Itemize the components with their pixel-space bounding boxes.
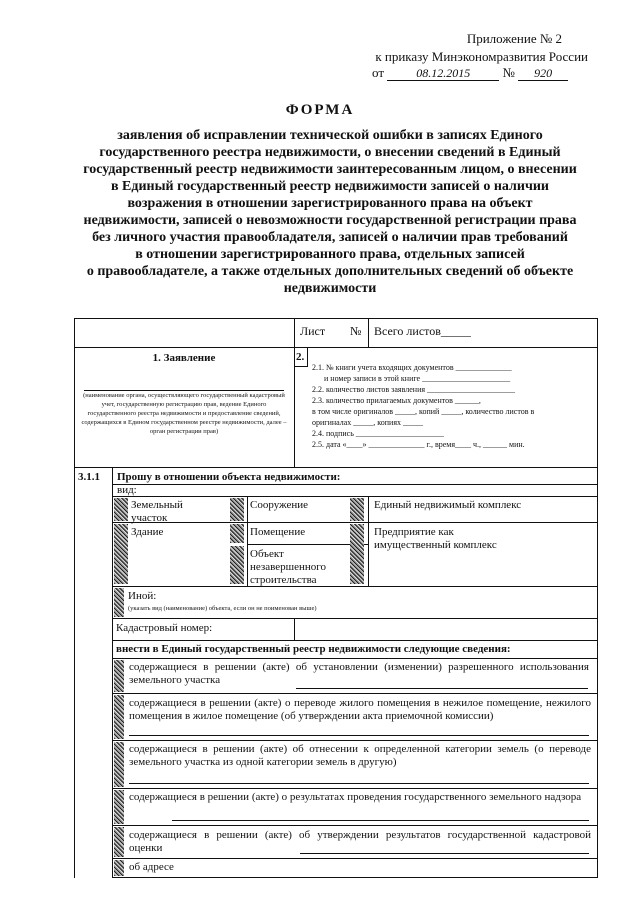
appendix-label: Приложение № 2 [466,31,562,46]
subtitle-line: государственный реестр недвижимости заинтересованным лицом, о внесении [83,162,577,177]
option-building[interactable]: Здание [131,526,164,538]
subtitle-line: недвижимости [283,281,377,296]
checkbox-single-complex[interactable] [350,498,364,521]
item-land-supervision: содержащиеся в решении (акте) о результатах проведения государственного земельного надзора [129,791,582,803]
reg-line: 2.2. количество листов заявления ______________________ [312,385,516,394]
checkbox-unfinished[interactable] [230,546,244,584]
section2-number: 2. [296,351,305,363]
sheet-label: Лист [300,324,326,338]
subtitle-line: в Единый государственный реестр недвижимости записей о наличии [111,179,549,194]
section1-authority-hint [76,391,292,436]
reg-line: 2.1. № книги учета входящих документов ______________ [312,363,512,372]
item-address: об адресе [129,861,174,873]
cadastral-number-field[interactable] [296,620,594,638]
hint-line: учет, государственную регистрацию прав, ведение Единого [101,401,267,408]
section1-heading: 1. Заявление [152,352,216,364]
section311-number: 3.1.1 [78,471,100,483]
hint-line: содержащихся в Едином государственном реестре недвижимости, далее – [81,419,287,426]
order-number-field: 920 [518,67,568,81]
checkbox-building[interactable] [114,524,128,584]
item-land-category: содержащиеся в решении (акте) об отнесении к определенной категории земель (о переводе земельного участка из одной категории земель в другую) [129,743,591,768]
option-premises[interactable]: Помещение [250,526,306,538]
option-enterprise[interactable]: Предприятие как имущественный комплекс [374,526,497,551]
number-label: № [502,65,515,80]
other-label: Иной: [128,590,157,602]
cadastral-label: Кадастровый номер: [116,622,213,634]
checkbox-land-plot[interactable] [114,498,128,521]
reg-line: в том числе оригиналов _____, копий _____, количество листов в [312,407,535,416]
reg-line: 2.4. подпись ______________________ [312,429,444,438]
checkbox-item-1[interactable] [114,660,124,692]
reg-line: оригиналах _____, копиях _____ [312,418,424,427]
kind-label: вид: [117,484,137,496]
from-label: от [372,65,385,80]
enter-heading: внести в Единый государственный реестр недвижимости следующие сведения: [116,643,511,655]
checkbox-item-2[interactable] [114,695,124,739]
item-cadastral-valuation: содержащиеся в решении (акте) об утверждении результатов государственной кадастровой оценки [129,829,591,854]
checkbox-item-4[interactable] [114,790,124,824]
order-date-field: 08.12.2015 [387,67,499,81]
item-permitted-use: содержащиеся в решении (акте) об установлении (изменении) разрешенного использования земельного участка [129,661,589,686]
checkbox-item-3[interactable] [114,742,124,787]
subtitle-line: недвижимости, записей о невозможности государственной регистрации права [83,213,577,228]
subtitle-line: без личного участия правообладателя, записей о наличии прав требований [92,230,568,245]
checkbox-other[interactable] [114,588,124,617]
section311-heading: Прошу в отношении объекта недвижимости: [117,471,341,483]
checkbox-enterprise[interactable] [350,524,364,584]
item-residential-transfer: содержащиеся в решении (акте) о переводе жилого помещения в нежилое помещение, нежилого помещения в жилое помещение (об утверждении акта приемочной комиссии) [129,697,591,722]
subtitle-line: о правообладателе, а также отдельных дополнительных сведений об объекте [86,264,574,279]
subtitle-line: государственного реестра недвижимости, о внесении сведений в Единый [99,145,561,160]
other-hint: (указать вид (наименование) объекта, если он не поименован выше) [128,605,317,612]
checkbox-item-6[interactable] [114,860,124,876]
subtitle-line: возражения в отношении зарегистрированного права на объект [127,196,533,211]
option-land-plot[interactable]: Земельный участок [131,499,183,524]
option-structure[interactable]: Сооружение [250,499,309,511]
reg-line: и номер записи в этой книге ______________________ [324,374,511,383]
order-date-line [372,64,568,81]
option-single-complex[interactable]: Единый недвижимый комплекс [374,499,522,511]
reg-line: 2.5. дата «____» ______________ г., время____ ч., ______ мин. [312,440,525,449]
subtitle-line: заявления об исправлении технической ошибки в записях Единого [117,128,543,143]
order-line: к приказу Минэкономразвития России [375,49,588,64]
hint-line: государственного реестра недвижимости и предоставление сведений, [87,410,281,417]
form-subtitle [60,127,600,297]
hint-line: (наименование органа, осуществляющего государственный кадастровый [83,392,285,399]
sheet-number-sign: № [350,324,362,338]
checkbox-structure[interactable] [230,498,244,521]
option-unfinished[interactable]: Объект незавершенного строительства [250,548,327,586]
subtitle-line: в отношении зарегистрированного права, отдельных записей [135,247,525,262]
checkbox-item-5[interactable] [114,827,124,857]
reg-line: 2.3. количество прилагаемых документов ______, [312,396,481,405]
checkbox-premises[interactable] [230,524,244,543]
form-title: ФОРМА [285,102,355,118]
total-sheets-field[interactable]: Всего листов_____ [374,324,471,338]
hint-line: орган регистрации прав) [149,428,219,435]
section2-registration-block [312,362,592,450]
